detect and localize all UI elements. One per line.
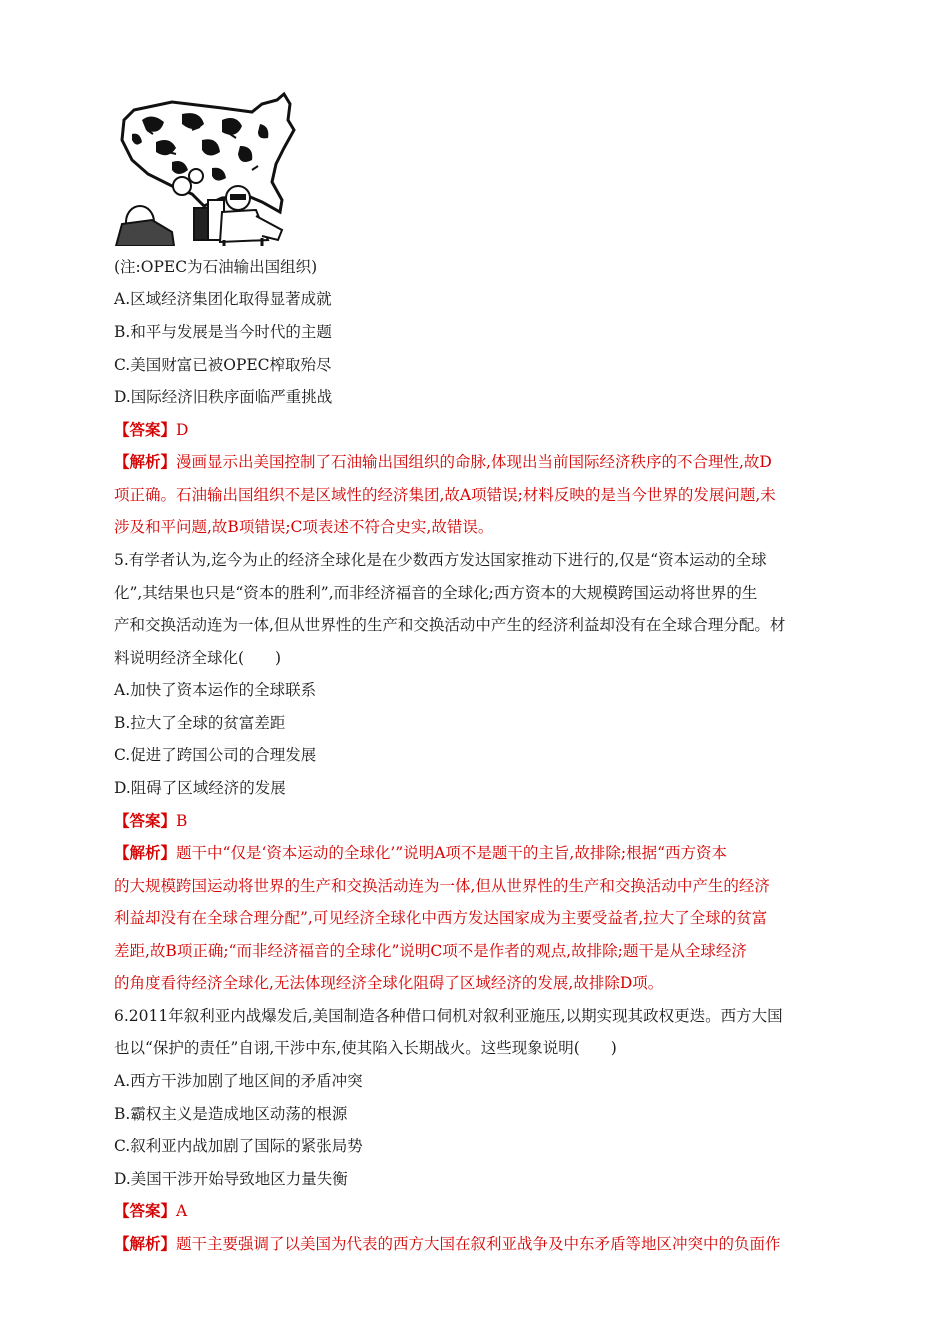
q4-answer xyxy=(114,419,844,441)
image-note: (注:OPEC为石油输出国组织) xyxy=(114,258,318,276)
analysis-label: 【解析】 xyxy=(114,1234,177,1253)
opec-cartoon-image xyxy=(112,90,302,246)
q4-option-a: A.区域经济集团化取得显著成就 xyxy=(114,290,332,308)
q5-stem-line: 5.有学者认为,迄今为止的经济全球化是在少数西方发达国家推动下进行的,仅是“资本运动的全球 xyxy=(114,551,767,569)
q4-analysis-line: 涉及和平问题,故B项错误;C项表述不符合史实,故错误。 xyxy=(114,518,494,536)
q5-stem-line: 产和交换活动连为一体,但从世界性的生产和交换活动中产生的经济利益却没有在全球合理分配。材 xyxy=(114,616,786,634)
q5-analysis-line: 差距,故B项正确;“而非经济福音的全球化”说明C项不是作者的观点,故排除;题干是从全球经济 xyxy=(114,942,747,960)
analysis-label: 【解析】 xyxy=(114,452,177,471)
q5-option-d: D.阻碍了区域经济的发展 xyxy=(114,779,286,797)
answer-label: 【答案】 xyxy=(114,811,177,830)
answer-value: B xyxy=(176,812,188,830)
q6-option-b: B.霸权主义是造成地区动荡的根源 xyxy=(114,1105,348,1123)
q6-option-a: A.西方干涉加剧了地区间的矛盾冲突 xyxy=(114,1072,363,1090)
q5-option-b: B.拉大了全球的贫富差距 xyxy=(114,714,286,732)
q6-analysis-line: 【解析】题干主要强调了以美国为代表的西方大国在叙利亚战争及中东矛盾等地区冲突中的负面作 xyxy=(114,1234,781,1253)
analysis-label: 【解析】 xyxy=(114,843,177,862)
q5-stem-line: 料说明经济全球化( ) xyxy=(114,649,282,667)
q4-analysis-line: 【解析】漫画显示出美国控制了石油输出国组织的命脉,体现出当前国际经济秩序的不合理性,故D xyxy=(114,452,772,471)
q6-stem-line: 也以“保护的责任”自诩,干涉中东,使其陷入长期战火。这些现象说明( ) xyxy=(114,1039,617,1057)
answer-value: D xyxy=(176,421,189,439)
q4-option-c: C.美国财富已被OPEC榨取殆尽 xyxy=(114,356,332,374)
q6-answer xyxy=(114,1200,844,1222)
q5-analysis-line: 【解析】题干中“仅是‘资本运动的全球化’”说明A项不是题干的主旨,故排除;根据“西方资本 xyxy=(114,843,727,862)
q4-option-d: D.国际经济旧秩序面临严重挑战 xyxy=(114,388,333,406)
q5-analysis-line: 的大规模跨国运动将世界的生产和交换活动连为一体,但从世界性的生产和交换活动中产生的经济 xyxy=(114,877,770,895)
q5-answer xyxy=(114,810,844,832)
q4-analysis-line: 项正确。石油输出国组织不是区域性的经济集团,故A项错误;材料反映的是当今世界的发展问题,未 xyxy=(114,486,776,504)
q5-option-a: A.加快了资本运作的全球联系 xyxy=(114,681,317,699)
q4-option-b: B.和平与发展是当今时代的主题 xyxy=(114,323,332,341)
answer-label: 【答案】 xyxy=(114,420,177,439)
answer-label: 【答案】 xyxy=(114,1201,177,1220)
q5-option-c: C.促进了跨国公司的合理发展 xyxy=(114,746,317,764)
q6-option-d: D.美国干涉开始导致地区力量失衡 xyxy=(114,1170,348,1188)
q6-option-c: C.叙利亚内战加剧了国际的紧张局势 xyxy=(114,1137,363,1155)
q5-analysis-line: 的角度看待经济全球化,无法体现经济全球化阻碍了区域经济的发展,故排除D项。 xyxy=(114,974,664,992)
q5-stem-line: 化”,其结果也只是“资本的胜利”,而非经济福音的全球化;西方资本的大规模跨国运动将世界的生 xyxy=(114,584,758,602)
q5-analysis-line: 利益却没有在全球合理分配”,可见经济全球化中西方发达国家成为主要受益者,拉大了全球的贫富 xyxy=(114,909,768,927)
q6-stem-line: 6.2011年叙利亚内战爆发后,美国制造各种借口伺机对叙利亚施压,以期实现其政权更迭。西方大国 xyxy=(114,1007,783,1025)
answer-value: A xyxy=(176,1202,188,1220)
